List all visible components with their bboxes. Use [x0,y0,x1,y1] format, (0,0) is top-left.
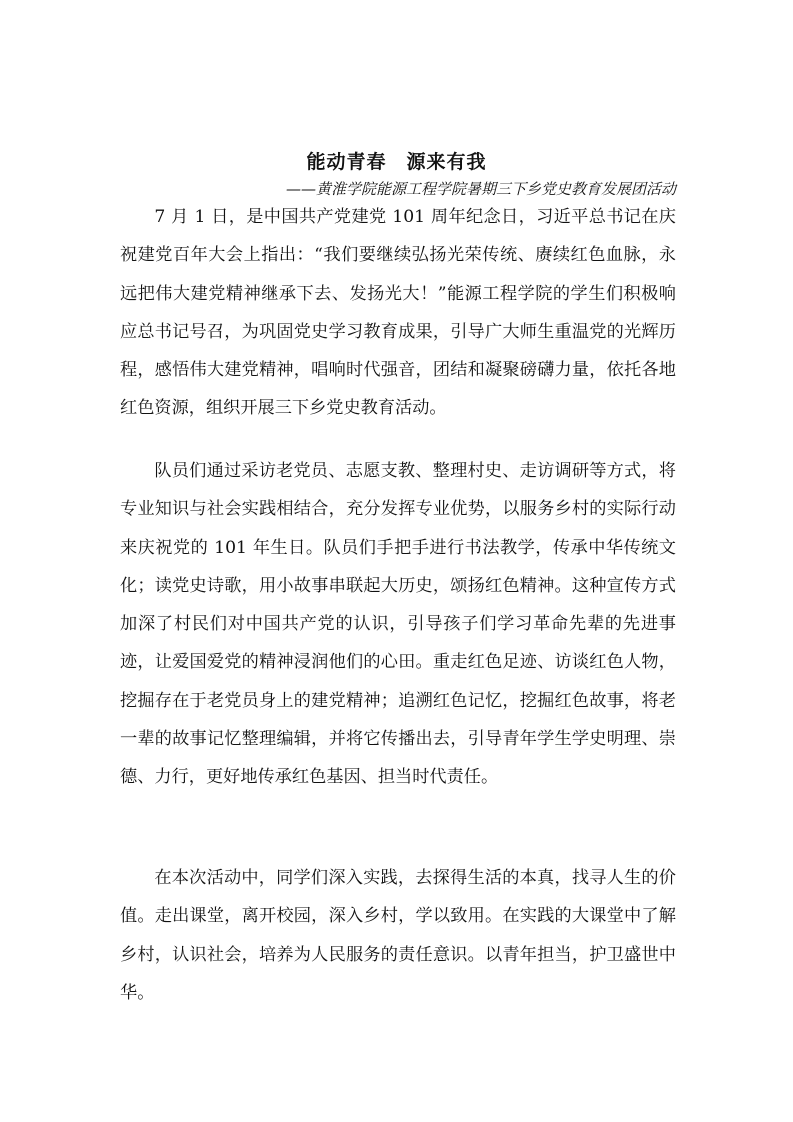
document-subtitle: ——黄淮学院能源工程学院暑期三下乡党史教育发展团活动 [285,180,676,198]
body-paragraph-3: 在本次活动中，同学们深入实践，去探得生活的本真，找寻人生的价值。走出课堂，离开校园，深入乡村，学以致用。在实践的大课堂中了解乡村，认识社会，培养为人民服务的责任意识。以青年担当，护卫盛世中华。 [120,868,676,1003]
document-title: 能动青春 源来有我 [306,151,487,173]
body-paragraph-2: 队员们通过采访老党员、志愿支教、整理村史、走访调研等方式，将专业知识与社会实践相结合，充分发挥专业优势，以服务乡村的实际行动来庆祝党的 101 年生日。队员们手把手进行书法教学，传承中华传统文化；读党史诗歌，用小故事串联起大历史，颂扬红色精神。这种宣传方式加深了村民们对中国共产党的认识，引导孩子们学习革命先辈的先进事迹，让爱国爱党的精神浸润他们的心田。重走红色足迹、访谈红色人物，挖掘存在于老党员身上的建党精神；追溯红色记忆，挖掘红色故事，将老一辈的故事记忆整理编辑，并将它传播出去，引导青年学生学史明理、崇德、力行，更好地传承红色基因、担当时代责任。 [120,461,676,788]
body-paragraph-1: 7 月 1 日，是中国共产党建党 101 周年纪念日，习近平总书记在庆祝建党百年大会上指出：“我们要继续弘扬光荣传统、赓续红色血脉，永远把伟大建党精神继承下去、发扬光大！”能源工程学院的学生们积极响应总书记号召，为巩固党史学习教育成果，引导广大师生重温党的光辉历程，感悟伟大建党精神，唱响时代强音，团结和凝聚磅礴力量，依托各地红色资源，组织开展三下乡党史教育活动。 [120,207,676,419]
